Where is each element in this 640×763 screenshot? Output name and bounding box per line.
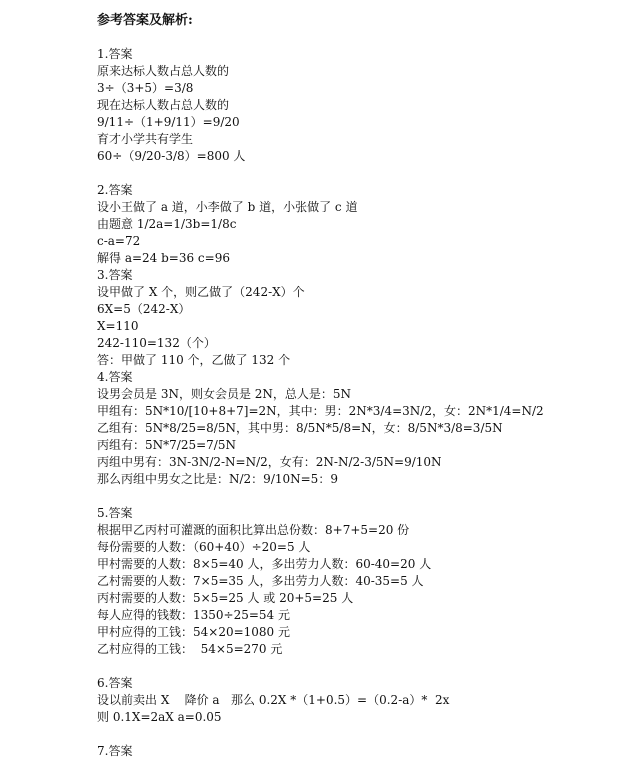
- answer-line: 乙组有：5N*8/25=8/5N，其中男：8/5N*5/8=N，女：8/5N*3/8=3/5N: [97, 421, 503, 435]
- answer-line: 原来达标人数占总人数的: [97, 64, 230, 78]
- answer-section-1: [97, 46, 640, 165]
- answer-line: 由题意 1/2a=1/3b=1/8c: [97, 217, 237, 231]
- answer-line: 解得 a=24 b=36 c=96: [97, 251, 230, 265]
- answer-line: 60÷（9/20-3/8）=800 人: [97, 149, 246, 163]
- answer-title: 7.答案: [97, 744, 133, 758]
- answer-line: 那么丙组中男女之比是：N/2：9/10N=5：9: [97, 472, 338, 486]
- answer-line: 9/11÷（1+9/11）=9/20: [97, 115, 240, 129]
- answer-title: 5.答案: [97, 506, 133, 520]
- answer-line: 设甲做了 X 个，则乙做了（242-X）个: [97, 285, 305, 299]
- answer-line: c-a=72: [97, 234, 141, 248]
- answer-line: 乙村需要的人数：7×5=35 人，多出劳力人数：40-35=5 人: [97, 574, 424, 588]
- answer-line: 每人应得的钱数：1350÷25=54 元: [97, 608, 291, 622]
- answer-line: 甲村应得的工钱：54×20=1080 元: [97, 625, 291, 639]
- answer-title: 2.答案: [97, 183, 133, 197]
- answer-line: 育才小学共有学生: [97, 132, 194, 146]
- answer-section-2: [97, 182, 640, 267]
- answer-line: 甲组有：5N*10/[10+8+7]=2N，其中：男：2N*3/4=3N/2，女：2N*1/4=N/2: [97, 404, 544, 418]
- answer-line: 设男会员是 3N，则女会员是 2N，总人是：5N: [97, 387, 352, 401]
- answer-line: 根据甲乙丙村可灌溉的面积比算出总份数：8+7+5=20 份: [97, 523, 410, 537]
- answer-line: 丙组有：5N*7/25=7/5N: [97, 438, 236, 452]
- answer-title: 4.答案: [97, 370, 133, 384]
- answer-sections: [97, 46, 640, 760]
- page-heading: 参考答案及解析:: [97, 13, 193, 28]
- answer-section-5: [97, 505, 640, 658]
- answer-section-7: [97, 743, 640, 760]
- answer-line: 每份需要的人数：（60+40）÷20=5 人: [97, 540, 311, 554]
- answer-line: 甲村需要的人数：8×5=40 人，多出劳力人数：60-40=20 人: [97, 557, 432, 571]
- answer-line: 242-110=132（个）: [97, 336, 216, 350]
- answer-line: 设以前卖出 X 降价 a 那么 0.2X *（1+0.5）=（0.2-a）* 2x: [97, 693, 450, 707]
- answer-section-4: [97, 369, 640, 488]
- answer-line: 则 0.1X=2aX a=0.05: [97, 710, 222, 724]
- answer-line: 丙组中男有：3N-3N/2-N=N/2，女有：2N-N/2-3/5N=9/10N: [97, 455, 442, 469]
- answer-line: 6X=5（242-X）: [97, 302, 191, 316]
- answer-line: 答：甲做了 110 个，乙做了 132 个: [97, 353, 291, 367]
- answer-line: 3÷（3+5）=3/8: [97, 81, 194, 95]
- answer-line: 现在达标人数占总人数的: [97, 98, 230, 112]
- answer-line: X=110: [97, 319, 139, 333]
- answer-line: 设小王做了 a 道，小李做了 b 道，小张做了 c 道: [97, 200, 358, 214]
- answer-title: 3.答案: [97, 268, 133, 282]
- answer-title: 6.答案: [97, 676, 133, 690]
- answer-line: 丙村需要的人数：5×5=25 人 或 20+5=25 人: [97, 591, 354, 605]
- answer-line: 乙村应得的工钱： 54×5=270 元: [97, 642, 283, 656]
- answer-section-6: [97, 675, 640, 726]
- answer-section-3: [97, 267, 640, 369]
- answer-title: 1.答案: [97, 47, 133, 61]
